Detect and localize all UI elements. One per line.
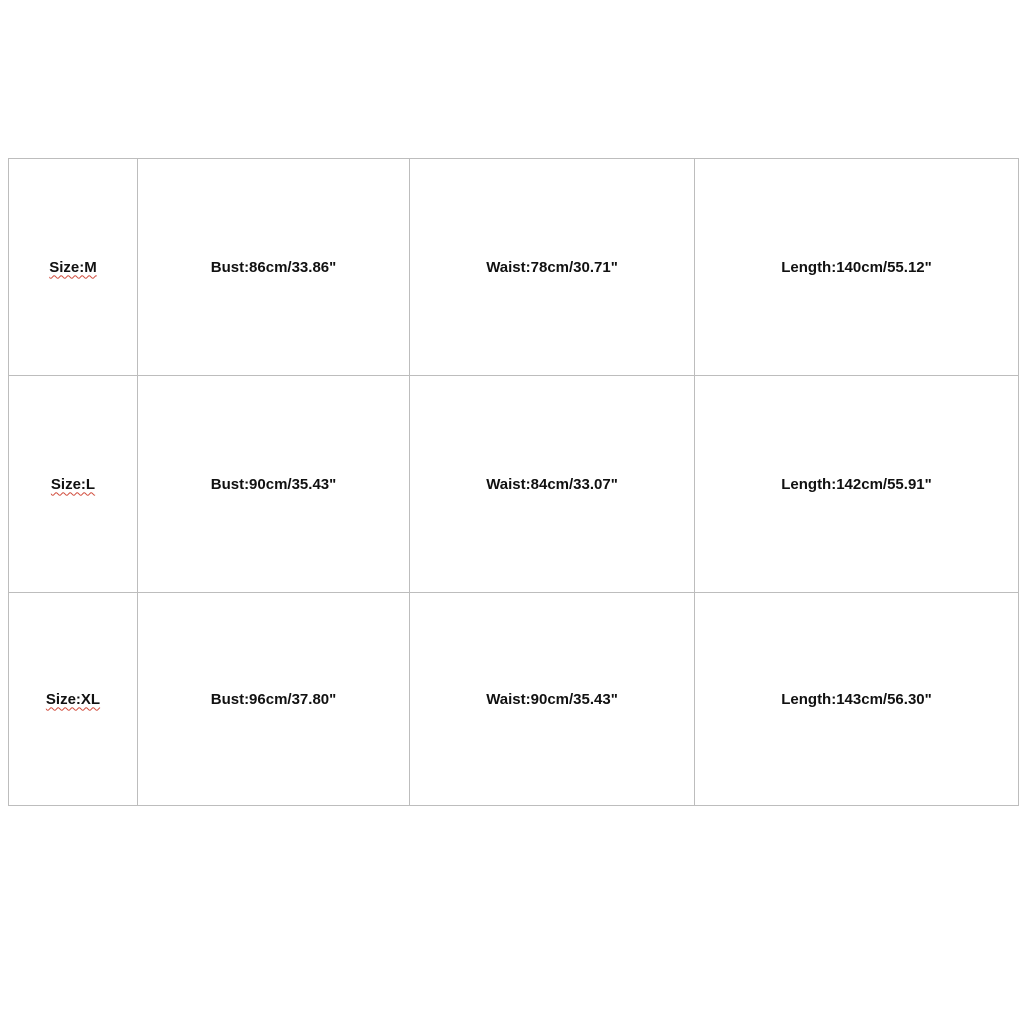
bust-cell: Bust:86cm/33.86" xyxy=(138,159,410,376)
length-cell: Length:140cm/55.12" xyxy=(695,159,1019,376)
bust-cell: Bust:90cm/35.43" xyxy=(138,376,410,593)
size-cell xyxy=(9,593,138,806)
length-cell: Length:143cm/56.30" xyxy=(695,593,1019,806)
waist-cell: Waist:84cm/33.07" xyxy=(410,376,695,593)
size-cell xyxy=(9,159,138,376)
length-cell: Length:142cm/55.91" xyxy=(695,376,1019,593)
table-row xyxy=(9,159,1019,376)
waist-cell: Waist:78cm/30.71" xyxy=(410,159,695,376)
size-cell xyxy=(9,376,138,593)
size-label: Size:M xyxy=(49,258,97,276)
table-row xyxy=(9,376,1019,593)
size-label: Size:L xyxy=(50,475,96,493)
size-chart-table xyxy=(8,158,1019,806)
size-label: Size:XL xyxy=(45,690,101,708)
waist-cell: Waist:90cm/35.43" xyxy=(410,593,695,806)
table-row xyxy=(9,593,1019,806)
bust-cell: Bust:96cm/37.80" xyxy=(138,593,410,806)
